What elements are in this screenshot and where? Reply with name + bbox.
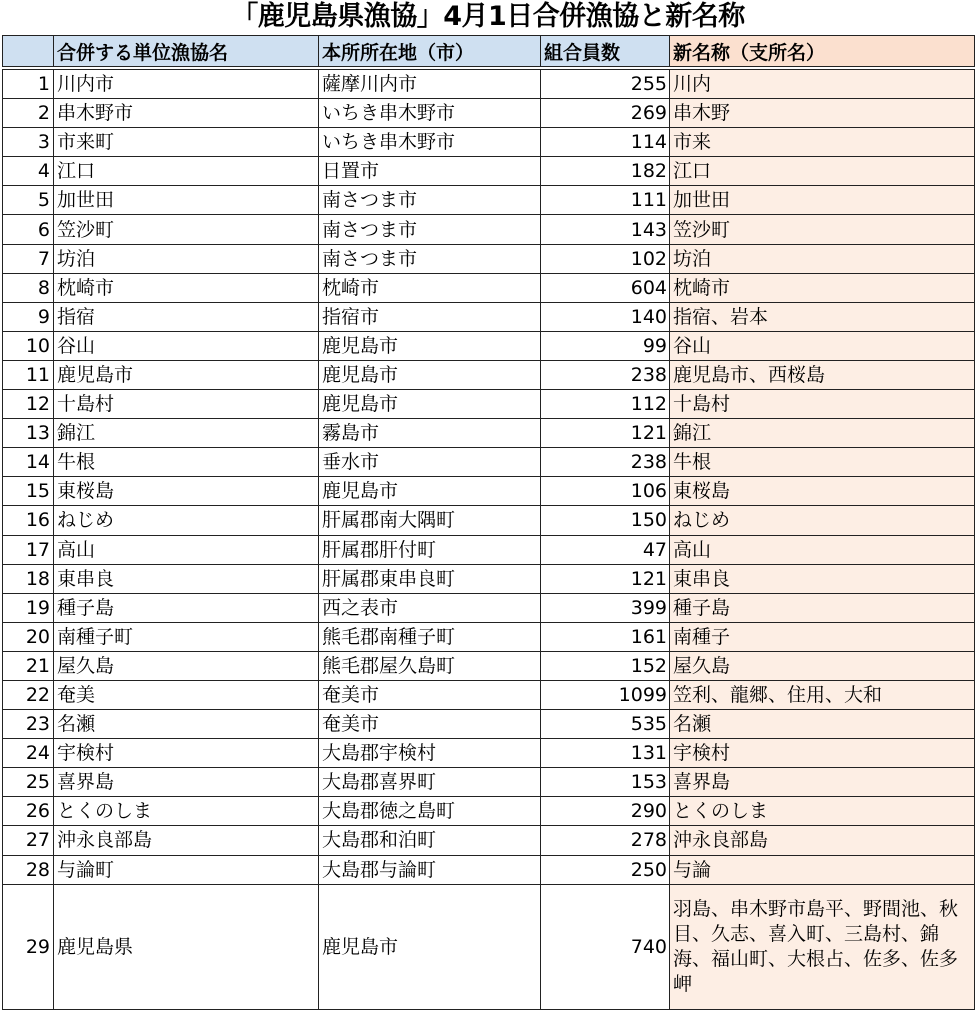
- new-name-cell: 東串良: [670, 564, 975, 593]
- row-number: 18: [3, 564, 54, 593]
- new-name-cell: 鹿児島市、西桜島: [670, 360, 975, 389]
- cooperative-name-cell: 与論町: [54, 855, 319, 884]
- row-number: 2: [3, 99, 54, 128]
- row-number: 10: [3, 331, 54, 360]
- table-row: [3, 331, 975, 360]
- new-name-cell: 東桜島: [670, 477, 975, 506]
- row-number: 27: [3, 826, 54, 855]
- table-row: [3, 157, 975, 186]
- table-row: [3, 535, 975, 564]
- location-cell: 熊毛郡南種子町: [319, 622, 541, 651]
- row-number: 6: [3, 215, 54, 244]
- table-row: [3, 273, 975, 302]
- row-number: 15: [3, 477, 54, 506]
- new-name-cell: 錦江: [670, 419, 975, 448]
- table-row: [3, 128, 975, 157]
- new-name-cell: 十島村: [670, 390, 975, 419]
- table-row: [3, 855, 975, 884]
- members-cell: 278: [541, 826, 670, 855]
- location-cell: 薩摩川内市: [319, 68, 541, 99]
- table-body: [3, 68, 975, 1009]
- table-row: [3, 797, 975, 826]
- new-name-cell: とくのしま: [670, 797, 975, 826]
- new-name-cell: 市来: [670, 128, 975, 157]
- members-cell: 152: [541, 651, 670, 680]
- row-number: 12: [3, 390, 54, 419]
- table-row: [3, 244, 975, 273]
- new-name-cell: 屋久島: [670, 651, 975, 680]
- table-row: [3, 768, 975, 797]
- members-cell: 121: [541, 564, 670, 593]
- table-row: [3, 506, 975, 535]
- members-cell: 1099: [541, 680, 670, 709]
- table-header: [3, 36, 975, 69]
- cooperative-name-cell: 鹿児島県: [54, 884, 319, 1009]
- table-row: [3, 593, 975, 622]
- row-number: 5: [3, 186, 54, 215]
- new-name-cell: 与論: [670, 855, 975, 884]
- cooperative-name-cell: とくのしま: [54, 797, 319, 826]
- location-cell: いちき串木野市: [319, 99, 541, 128]
- row-number: 11: [3, 360, 54, 389]
- cooperative-name-cell: 市来町: [54, 128, 319, 157]
- cooperative-name-cell: 屋久島: [54, 651, 319, 680]
- new-name-cell: 笠利、龍郷、住用、大和: [670, 680, 975, 709]
- members-cell: 47: [541, 535, 670, 564]
- cooperative-name-cell: 川内市: [54, 68, 319, 99]
- members-cell: 250: [541, 855, 670, 884]
- row-number: 7: [3, 244, 54, 273]
- table-row: [3, 564, 975, 593]
- location-cell: 肝属郡東串良町: [319, 564, 541, 593]
- cooperative-name-cell: 喜界島: [54, 768, 319, 797]
- cooperative-name-cell: 宇検村: [54, 739, 319, 768]
- table-row: [3, 186, 975, 215]
- members-cell: 102: [541, 244, 670, 273]
- new-name-cell: 坊泊: [670, 244, 975, 273]
- cooperative-name-cell: 指宿: [54, 302, 319, 331]
- table-row: [3, 215, 975, 244]
- members-cell: 269: [541, 99, 670, 128]
- row-number: 13: [3, 419, 54, 448]
- new-name-cell: 江口: [670, 157, 975, 186]
- cooperative-name-cell: 沖永良部島: [54, 826, 319, 855]
- header-num: [3, 36, 54, 69]
- location-cell: 垂水市: [319, 448, 541, 477]
- page-title: 「鹿児島県漁協」4月1日合併漁協と新名称: [231, 1, 745, 32]
- row-number: 22: [3, 680, 54, 709]
- row-number: 21: [3, 651, 54, 680]
- table-row: [3, 622, 975, 651]
- new-name-cell: [670, 884, 975, 1009]
- new-name-cell: 枕崎市: [670, 273, 975, 302]
- members-cell: 140: [541, 302, 670, 331]
- new-name-cell: 串木野: [670, 99, 975, 128]
- members-cell: 99: [541, 331, 670, 360]
- table-row: [3, 68, 975, 99]
- cooperative-name-cell: 鹿児島市: [54, 360, 319, 389]
- table-row: [3, 448, 975, 477]
- row-number: 4: [3, 157, 54, 186]
- members-cell: 106: [541, 477, 670, 506]
- row-number: 28: [3, 855, 54, 884]
- header-location: 本所所在地（市）: [319, 36, 541, 69]
- location-cell: 奄美市: [319, 680, 541, 709]
- location-cell: 鹿児島市: [319, 884, 541, 1009]
- cooperative-name-cell: 十島村: [54, 390, 319, 419]
- cooperative-name-cell: ねじめ: [54, 506, 319, 535]
- members-cell: 111: [541, 186, 670, 215]
- row-number: 8: [3, 273, 54, 302]
- new-name-cell: 喜界島: [670, 768, 975, 797]
- cooperative-name-cell: 種子島: [54, 593, 319, 622]
- members-cell: 150: [541, 506, 670, 535]
- new-name-cell: 牛根: [670, 448, 975, 477]
- table-row: [3, 884, 975, 1009]
- cooperative-name-cell: 枕崎市: [54, 273, 319, 302]
- members-cell: 112: [541, 390, 670, 419]
- cooperative-name-cell: 江口: [54, 157, 319, 186]
- members-cell: 131: [541, 739, 670, 768]
- new-name-cell: 加世田: [670, 186, 975, 215]
- location-cell: 大島郡和泊町: [319, 826, 541, 855]
- merger-table: [2, 35, 975, 1010]
- table-row: [3, 99, 975, 128]
- new-name-text: 羽島、串木野市島平、野間池、秋目、久志、喜入町、三島村、錦海、福山町、大根占、佐多、佐多岬: [673, 897, 959, 995]
- members-cell: 182: [541, 157, 670, 186]
- row-number: 3: [3, 128, 54, 157]
- location-cell: 枕崎市: [319, 273, 541, 302]
- header-members: 組合員数: [541, 36, 670, 69]
- row-number: 16: [3, 506, 54, 535]
- location-cell: 大島郡与論町: [319, 855, 541, 884]
- row-number: 9: [3, 302, 54, 331]
- table-row: [3, 302, 975, 331]
- row-number: 23: [3, 710, 54, 739]
- location-cell: 鹿児島市: [319, 477, 541, 506]
- cooperative-name-cell: 南種子町: [54, 622, 319, 651]
- row-number: 19: [3, 593, 54, 622]
- new-name-cell: 種子島: [670, 593, 975, 622]
- cooperative-name-cell: 牛根: [54, 448, 319, 477]
- location-cell: 大島郡喜界町: [319, 768, 541, 797]
- new-name-cell: ねじめ: [670, 506, 975, 535]
- table-row: [3, 360, 975, 389]
- members-cell: 255: [541, 68, 670, 99]
- table-row: [3, 710, 975, 739]
- table-row: [3, 680, 975, 709]
- table-row: [3, 651, 975, 680]
- cooperative-name-cell: 坊泊: [54, 244, 319, 273]
- new-name-cell: 沖永良部島: [670, 826, 975, 855]
- location-cell: 西之表市: [319, 593, 541, 622]
- new-name-cell: 名瀬: [670, 710, 975, 739]
- location-cell: 熊毛郡屋久島町: [319, 651, 541, 680]
- table-row: [3, 419, 975, 448]
- location-cell: 霧島市: [319, 419, 541, 448]
- cooperative-name-cell: 高山: [54, 535, 319, 564]
- table-row: [3, 739, 975, 768]
- cooperative-name-cell: 串木野市: [54, 99, 319, 128]
- members-cell: 238: [541, 360, 670, 389]
- location-cell: 指宿市: [319, 302, 541, 331]
- new-name-cell: 指宿、岩本: [670, 302, 975, 331]
- members-cell: 114: [541, 128, 670, 157]
- members-cell: 121: [541, 419, 670, 448]
- location-cell: 南さつま市: [319, 244, 541, 273]
- new-name-cell: 笠沙町: [670, 215, 975, 244]
- new-name-cell: 宇検村: [670, 739, 975, 768]
- members-cell: 604: [541, 273, 670, 302]
- location-cell: 肝属郡肝付町: [319, 535, 541, 564]
- cooperative-name-cell: 奄美: [54, 680, 319, 709]
- row-number: 20: [3, 622, 54, 651]
- location-cell: 南さつま市: [319, 215, 541, 244]
- new-name-cell: 川内: [670, 68, 975, 99]
- row-number: 17: [3, 535, 54, 564]
- location-cell: 大島郡徳之島町: [319, 797, 541, 826]
- members-cell: 740: [541, 884, 670, 1009]
- cooperative-name-cell: 東串良: [54, 564, 319, 593]
- location-cell: いちき串木野市: [319, 128, 541, 157]
- location-cell: 南さつま市: [319, 186, 541, 215]
- members-cell: 161: [541, 622, 670, 651]
- location-cell: 日置市: [319, 157, 541, 186]
- row-number: 14: [3, 448, 54, 477]
- location-cell: 鹿児島市: [319, 390, 541, 419]
- table-row: [3, 390, 975, 419]
- new-name-cell: 南種子: [670, 622, 975, 651]
- row-number: 29: [3, 884, 54, 1009]
- members-cell: 153: [541, 768, 670, 797]
- cooperative-name-cell: 笠沙町: [54, 215, 319, 244]
- row-number: 24: [3, 739, 54, 768]
- members-cell: 290: [541, 797, 670, 826]
- location-cell: 大島郡宇検村: [319, 739, 541, 768]
- row-number: 26: [3, 797, 54, 826]
- cooperative-name-cell: 加世田: [54, 186, 319, 215]
- cooperative-name-cell: 名瀬: [54, 710, 319, 739]
- location-cell: 鹿児島市: [319, 331, 541, 360]
- table-row: [3, 826, 975, 855]
- location-cell: 鹿児島市: [319, 360, 541, 389]
- header-new-name: 新名称（支所名）: [670, 36, 975, 69]
- members-cell: 535: [541, 710, 670, 739]
- cooperative-name-cell: 東桜島: [54, 477, 319, 506]
- row-number: 25: [3, 768, 54, 797]
- members-cell: 143: [541, 215, 670, 244]
- members-cell: 238: [541, 448, 670, 477]
- members-cell: 399: [541, 593, 670, 622]
- location-cell: 肝属郡南大隅町: [319, 506, 541, 535]
- new-name-cell: 谷山: [670, 331, 975, 360]
- table-row: [3, 477, 975, 506]
- header-cooperative-name: 合併する単位漁協名: [54, 36, 319, 69]
- new-name-cell: 高山: [670, 535, 975, 564]
- location-cell: 奄美市: [319, 710, 541, 739]
- cooperative-name-cell: 谷山: [54, 331, 319, 360]
- row-number: 1: [3, 68, 54, 99]
- cooperative-name-cell: 錦江: [54, 419, 319, 448]
